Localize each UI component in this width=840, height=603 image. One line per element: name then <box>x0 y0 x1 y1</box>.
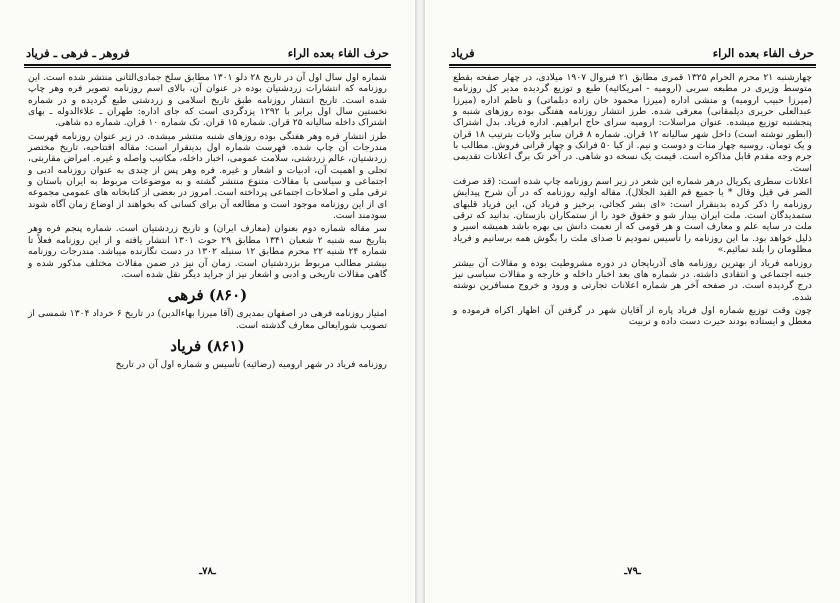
right-page-body <box>453 72 812 330</box>
right-header-entry-title: فریاد <box>451 46 475 60</box>
entry-text-farahi: امتیاز روزنامه فرهی در اصفهان بمدیری (آقا میرزا بهاءالدین) در تاریخ ۶ خرداد ۱۳۰۴ شمسی از تصویب شورایعالی معارف گذشته است. <box>28 308 387 331</box>
book-gutter <box>415 0 425 603</box>
left-header-rule <box>24 64 391 68</box>
right-paragraph: روزنامه فریاد از بهترین روزنامه های آذربایجان در دوره مشروطیت بوده و مقالات آن بیشتر جنبه اجتماعی و انتقادی داشته. در شماره های بعد اخبار داخله و خارجه و مقالات سیاسی نیز درج گردیده است. در صفحه آخر هر شماره اعلانات تجارتی و ورود و خروج مسافرین نوشته شده. <box>453 257 812 303</box>
left-page-body <box>28 72 387 372</box>
entry-text-faryad: روزنامه فریاد در شهر ارومیه (رضائیه) تأسیس و شماره اول آن در تاریخ <box>115 358 387 370</box>
left-paragraph: طرز انتشار فره وهر هفتگی بوده روزهای شنبه منتشر میشده. در زیر عنوان روزنامه فهرست مندرجات آن چاپ شده. فهرست شماره اول بدینقرار است: مقاله افتتاحیه، تاریخ مختصر زردشتیان، عالم زردشتی، سلامت عمومی، اخبار داخله، مکاتیب واصله و غیره. امراض مقاربتی، تجلی و اهمیت آن، ادبیات و اشعار و غیره. فره وهر پس از چندی به عنوان روزنامه ادبی و اجتماعی و سیاسی با مقالات متنوع منتشر گشته و به موضوعات مربوط به ایران باستان و ترقی ملی و اصلاحات اجتماعی پرداخته است. امروز در بعضی از کتابخانه های عمومی مجموعه ای از این روزنامه موجود است و مطالعه آن برای کسانی که بخواهند از اوضاع زمان آگاه شوند سودمند است. <box>28 130 387 222</box>
right-page-number: ـ۷۹ـ <box>624 566 641 577</box>
right-paragraph: اعلانات سطری یکریال درهر شماره این شعر در زیر اسم روزنامه چاپ شده است: (قد صرفت الضر في قيل وقال * يا جميع قم القيد الجلال). مقاله اولیه روزنامه که در آن شرح پیدایش روزنامه را ذکر کرده بدینقرار است: «ای بشر کجائی، برخیز و فریاد کن، این فریاد قلبهای ستمدیدگان است. ملت ایران بیدار شو و حقوق خود را از ستمکاران بازستان. بدانید که ترقی ملت در سایه علم و معارف است و هر قومی که از نعمت دانش بی بهره باشد همیشه اسیر و ذلیل خواهد بود. ما این روزنامه را تأسیس نمودیم تا صدای ملت را بگوش همه برسانیم و فریاد مظلومان را بلند نمائیم.» <box>453 176 812 256</box>
entry-heading-farahi: (۸۶۰) فرهی <box>167 286 248 305</box>
right-page <box>425 0 840 603</box>
right-page-header <box>451 43 814 63</box>
left-header-section-title: حرف الفاء بعده الراء <box>287 46 389 60</box>
right-header-section-title: حرف الفاء بعده الراء <box>712 46 814 60</box>
left-page <box>0 0 415 603</box>
right-paragraph: چون وقت توزیع شماره اول فریاد پاره از آقایان شهر در گرفتن آن اظهار اکراه فرموده و معطل و ایستاده بودند حیرت دست داده و تربیت <box>453 304 812 328</box>
left-header-entry-title: فروهر ـ فرهی ـ فریاد <box>26 46 130 60</box>
entry-heading-faryad: (۸۶۱) فریاد <box>170 336 245 355</box>
right-header-rule <box>449 64 816 68</box>
left-paragraph: سر مقاله شماره دوم بعنوان (معارف ایران) و تاریخ زردشتیان است. شماره پنجم فره وهر بتاریخ سه شنبه ۲ شعبان ۱۳۴۱ مطابق ۲۹ حوت ۱۳۰۱ انتشار یافته و از این روزنامه فعلاً تا شماره ۲۴ شنبه ۲۲ محرم مطابق ۱۲ سنبله ۱۳۰۲ در دست نگارنده میباشد. مندرجات روزنامه بیشتر مطالب مربوط بزردشتیان است. زمان آن نیز در ضمن مقالات مختلف مذکور شده و گاهی مقالات تاریخی و ادبی و اشعار نیز از جراید دیگر نقل شده است. <box>28 223 387 280</box>
left-paragraph: شماره اول سال اول آن در تاریخ ۲۸ دلو ۱۳۰۱ مطابق سلخ جمادی‌الثانی منتشر شده است. این روزنامه که انتشارات زردشتیان بوده در عنوان آن، بالای اسم روزنامه تصویر فره وهر چاپ شده است. تاریخ انتشار روزنامه طبق تاریخ اسلامی و زردشتی طبع گردیده و در شماره نخستین سال اول برابر با ۱۲۹۲ یزدگردی است که جای اداره: طهران ـ علاءالدوله ـ بهای اشتراک داخله سالیانه ۲۵ قران. شماره ۱۵ قران. تک شماره ۱۰ قران. شماره ده شاهی. <box>28 72 388 129</box>
left-page-header <box>26 43 389 63</box>
right-paragraph: چهارشنبه ۲۱ محرم الحرام ۱۳۲۵ قمری مطابق ۲۱ فبروال ۱۹۰۷ میلادی، در چهار صفحه بقطع متوسط وزیری در مطبعه سربی (ارومیه - امریکائیه) طبع و توزیع گردیده مدیر کل روزنامه (میرزا حبیب ارومیه) و منشی اداره (میرزا محمود خان زاده دبلماتی) و ناظم اداره (میرزا عبدالعلی حریری دیلمقانی) معرفی شده. طرز انتشار روزنامه هفتگی بوده روزهای شنبه و پنجشنبه توزیع میشده. عنوان مراسلات: ارومیه سرای حاج ابراهیم. اداره فریاد. بدل اشتراک (ابطور نوشته است) داخل شهر سالیانه ۱۲ قران. شماره ۸ قران سایر ولایات بترتیب ۱۸ قران و یک تومان. روسیه چهار منات و دوست و نیم. از کیا ۵۰ فرانک و چهار قرانی فروش. مطالب با جرم وجه مقدم قابل مذاکره است. قیمت یک نسخه دو شاهی. در آخر تک برگ اعلانات تقدیمی است. <box>453 72 812 174</box>
left-page-number: ـ۷۸ـ <box>199 566 216 577</box>
